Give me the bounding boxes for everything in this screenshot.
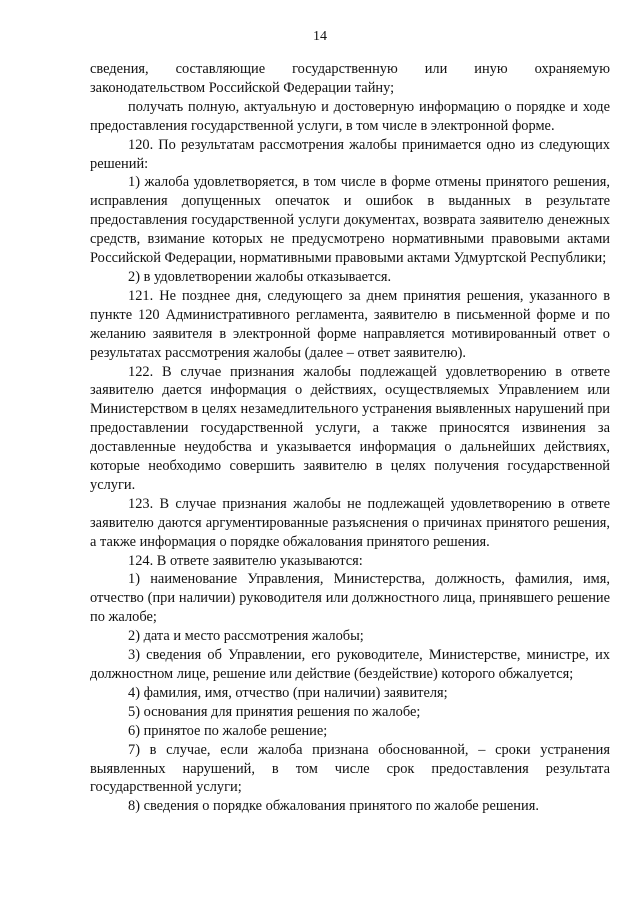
- paragraph: 6) принятое по жалобе решение;: [128, 722, 328, 739]
- paragraph: 122. В случае признания жалобы подлежащей удовлетворению в ответе заявителю дается информация о действиях, осуществляемых Управлением или Министерством в целях незамедлительного устранения выявленных нарушений при предоставлении государственной услуги, а также приносятся извинения за доставленные неудобства и указывается информация о дальнейших действиях, которые необходимо совершить заявителю в целях получения государственной услуги.: [90, 363, 610, 493]
- paragraph: 1) наименование Управления, Министерства, должность, фамилия, имя, отчество (при наличии) руководителя или должностного лица, принявшего решение по жалобе;: [90, 571, 610, 626]
- paragraph: 2) дата и место рассмотрения жалобы;: [128, 628, 364, 645]
- paragraph: получать полную, актуальную и достоверную информацию о порядке и ходе предоставления государственной услуги, в том числе в электронной форме.: [90, 98, 610, 134]
- paragraph: 7) в случае, если жалоба признана обоснованной, – сроки устранения выявленных нарушений, в том числе срок предоставления результата государственной услуги;: [90, 741, 610, 796]
- paragraph: сведения, составляющие государственную или иную охраняемую законодательством Российской Федерации тайну;: [90, 61, 610, 96]
- paragraph: 121. Не позднее дня, следующего за днем принятия решения, указанного в пункте 120 Административного регламента, заявителю в письменной форме и по желанию заявителя в электронной форме направляется мотивированный ответ о результатах рассмотрения жалобы (далее – ответ заявителю).: [90, 287, 610, 361]
- paragraph: 5) основания для принятия решения по жалобе;: [128, 703, 421, 720]
- page-number: 14: [313, 29, 327, 44]
- paragraph: 3) сведения об Управлении, его руководителе, Министерстве, министре, их должностном лице, решение или действие (бездействие) которого обжалуется;: [90, 647, 610, 682]
- paragraph: 4) фамилия, имя, отчество (при наличии) заявителя;: [128, 684, 448, 701]
- paragraph: 124. В ответе заявителю указываются:: [128, 552, 363, 569]
- document-body: [90, 60, 610, 816]
- paragraph: 8) сведения о порядке обжалования принятого по жалобе решения.: [128, 798, 539, 815]
- paragraph: 120. По результатам рассмотрения жалобы принимается одно из следующих решений:: [90, 136, 610, 172]
- paragraph: 2) в удовлетворении жалобы отказывается.: [128, 268, 392, 285]
- paragraph: 1) жалоба удовлетворяется, в том числе в форме отмены принятого решения, исправления допущенных опечаток и ошибок в выданных в результате предоставления государственной услуги документах, возврата заявителю денежных средств, взимание которых не предусмотрено нормативными правовыми актами Российской Федерации, нормативными правовыми актами Удмуртской Республики;: [90, 174, 610, 267]
- paragraph: 123. В случае признания жалобы не подлежащей удовлетворению в ответе заявителю даются аргументированные разъяснения о причинах принятого решения, а также информация о порядке обжалования принятого решения.: [90, 495, 610, 550]
